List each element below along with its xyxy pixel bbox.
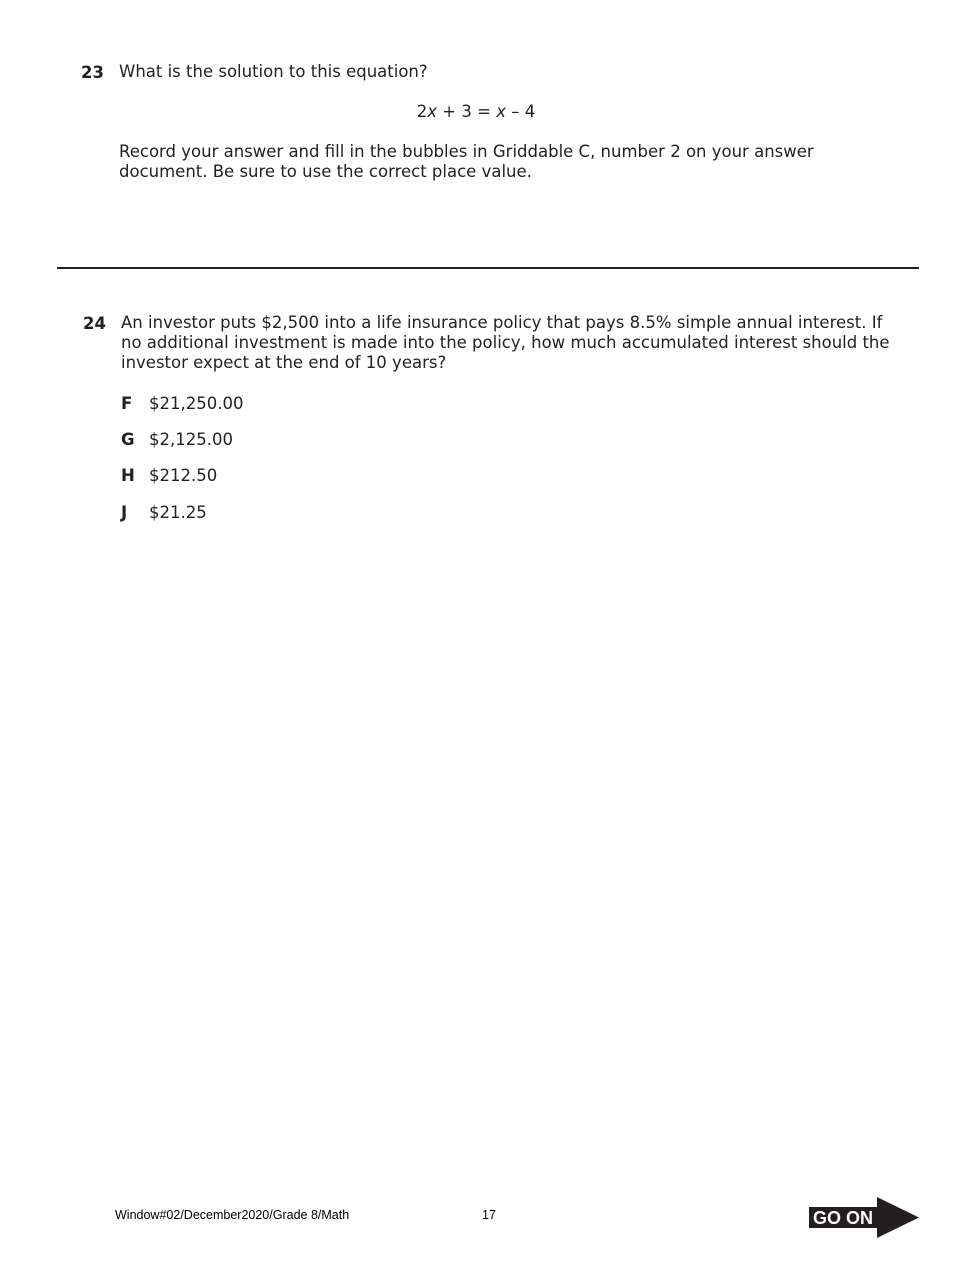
option-text: $21.25 — [149, 503, 207, 522]
equation-variable-left: x — [427, 102, 438, 121]
question-24-prompt-line-2: no additional investment is made into the policy, how much accumulated interest should the — [121, 333, 890, 352]
option-letter: J — [121, 503, 128, 522]
question-23-instructions — [119, 142, 814, 182]
go-on-button[interactable] — [809, 1197, 919, 1238]
option-letter: G — [121, 430, 135, 449]
option-text: $212.50 — [149, 466, 218, 485]
question-23-number: 23 — [81, 63, 104, 82]
go-on-label: GO ON — [813, 1208, 874, 1228]
answer-option-g[interactable] — [121, 430, 233, 450]
equation-coefficient: 2 — [416, 102, 428, 121]
question-24-prompt-line-1: An investor puts $2,500 into a life insurance policy that pays 8.5% simple annual interest. If — [121, 313, 883, 332]
answer-option-h[interactable] — [121, 466, 217, 486]
question-24-prompt — [121, 313, 890, 373]
footer-document-id: Window#02/December2020/Grade 8/Math — [115, 1208, 350, 1222]
page-number: 17 — [482, 1208, 496, 1222]
equation-end: – 4 — [505, 102, 536, 121]
question-23-equation — [0, 102, 952, 121]
question-23-instructions-line-1: Record your answer and fill in the bubbles in Griddable C, number 2 on your answer — [119, 142, 814, 161]
answer-option-j[interactable] — [121, 503, 207, 523]
equation-variable-right: x — [496, 102, 506, 121]
option-text: $21,250.00 — [149, 394, 244, 413]
answer-option-f[interactable] — [121, 394, 243, 414]
option-text: $2,125.00 — [149, 430, 233, 449]
question-23-prompt: What is the solution to this equation? — [119, 62, 428, 81]
question-24-number: 24 — [83, 314, 106, 333]
option-letter: H — [121, 466, 135, 485]
question-24-prompt-line-3: investor expect at the end of 10 years? — [121, 353, 447, 372]
question-23-instructions-line-2: document. Be sure to use the correct place value. — [119, 162, 532, 181]
section-divider — [57, 267, 919, 269]
option-letter: F — [121, 394, 133, 413]
equation-middle: + 3 = — [437, 102, 497, 121]
